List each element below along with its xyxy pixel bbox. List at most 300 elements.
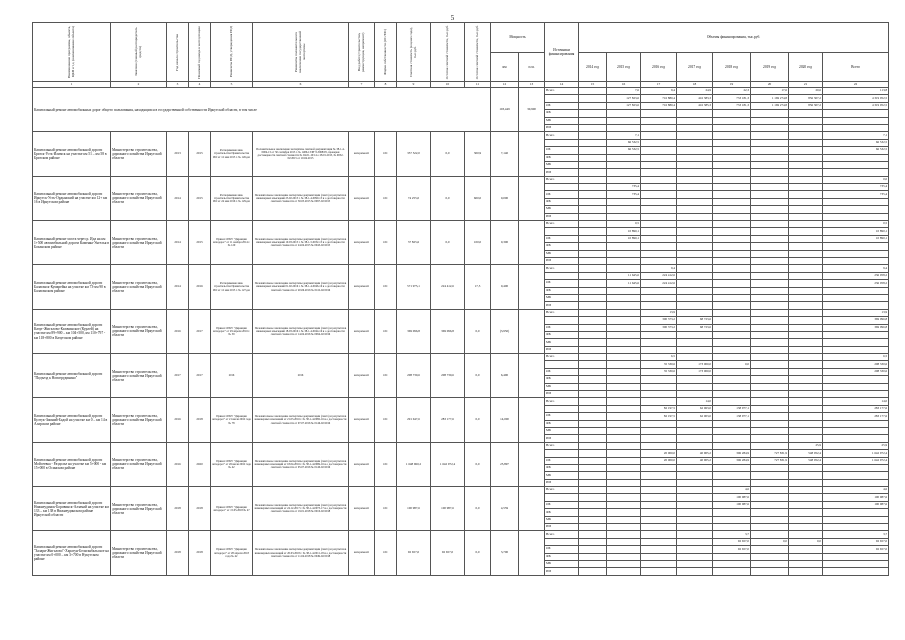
funding-value: [751, 250, 789, 257]
object-balance: 92 657,0: [431, 531, 465, 575]
funding-value: [677, 147, 713, 154]
funding-value: [579, 376, 607, 383]
funding-value: [641, 383, 677, 390]
funding-value: [579, 398, 607, 405]
funding-value: [789, 546, 823, 553]
column-number: 15: [579, 82, 607, 88]
funding-value: [641, 538, 677, 545]
funding-value: 138 977,1: [713, 405, 751, 412]
funding-value: 100 987,6: [713, 501, 751, 508]
funding-value: 733 181,3: [713, 102, 751, 109]
funding-value: 25,9: [823, 442, 889, 449]
funding-value: [641, 257, 677, 264]
funding-value: [751, 346, 789, 353]
funding-value: [579, 479, 607, 486]
funding-value: 306 284,9: [713, 457, 751, 464]
funding-value: [607, 265, 641, 272]
funding-value: [641, 117, 677, 124]
funding-value: [751, 413, 789, 420]
funding-value: [641, 302, 677, 309]
funding-source: МБ: [545, 516, 579, 523]
funding-value: [641, 147, 677, 154]
funding-value: [677, 420, 713, 427]
funding-source: Всего: [545, 442, 579, 449]
header-estimate: Сметная стоимость (в ценах года), тыс.руб.: [397, 23, 431, 82]
funding-value: [579, 391, 607, 398]
funding-value: [789, 287, 823, 294]
funding-value: [607, 294, 641, 301]
column-number: 12: [491, 82, 519, 88]
funding-value: [823, 124, 889, 131]
object-start-year: 2014: [167, 221, 189, 265]
funding-value: [789, 494, 823, 501]
funding-value: [677, 161, 713, 168]
funding-value: [751, 243, 789, 250]
object-customer: Министерство строительства, дорожного хозяйства Иркутской области: [111, 487, 167, 531]
object-work-type: кап.ремонт: [349, 309, 375, 353]
funding-value: 9,4: [641, 88, 677, 95]
funding-value: [607, 553, 641, 560]
funding-value: [823, 287, 889, 294]
funding-value: [607, 198, 641, 205]
funding-value: [823, 169, 889, 176]
funding-value: [751, 280, 789, 287]
table-body: [33, 82, 889, 576]
funding-value: [677, 184, 713, 191]
funding-value: [713, 176, 751, 183]
object-estimate: 571 975,1: [397, 265, 431, 309]
funding-value: [789, 265, 823, 272]
funding-value: [789, 561, 823, 568]
funding-value: [751, 442, 789, 449]
funding-value: [579, 221, 607, 228]
funding-source: ОБ: [545, 368, 579, 375]
funding-value: 138 977,1: [713, 413, 751, 420]
funding-value: [607, 501, 641, 508]
funding-value: 6,5: [823, 354, 889, 361]
funding-source: ОБ: [545, 546, 579, 553]
funding-value: [677, 221, 713, 228]
table-row: [33, 221, 889, 228]
funding-value: [607, 391, 641, 398]
funding-value: [579, 472, 607, 479]
funding-value: [751, 147, 789, 154]
funding-value: [607, 354, 641, 361]
funding-value: [579, 561, 607, 568]
funding-value: [641, 531, 677, 538]
funding-value: [751, 553, 789, 560]
funding-value: [789, 257, 823, 264]
funding-value: 735,4: [823, 184, 889, 191]
funding-source: ФБ: [545, 376, 579, 383]
funding-value: [607, 161, 641, 168]
funding-value: [823, 346, 889, 353]
object-docs-okc: Приказ ОГКУ "Дирекция автодорог" от 11 ноября 2014 г. № 120: [211, 221, 253, 265]
object-name: Капитальный ремонт автомобильной дороги Братск-Усть-Илимск на участке км 51 – км 58 в Братском районе: [33, 132, 111, 176]
funding-value: [579, 538, 607, 545]
funding-value: [823, 464, 889, 471]
column-number: 5: [211, 82, 253, 88]
object-end-year: 2015: [189, 221, 211, 265]
funding-value: [751, 184, 789, 191]
funding-source: [545, 139, 579, 146]
object-km: 0,0: [465, 487, 491, 531]
header-source: Источники финансирования: [545, 23, 579, 82]
funding-value: [641, 221, 677, 228]
funding-value: [789, 346, 823, 353]
object-ownership: ОС: [375, 531, 397, 575]
object-km: 0,0: [465, 354, 491, 398]
funding-value: [713, 132, 751, 139]
funding-value: [751, 317, 789, 324]
funding-value: [579, 272, 607, 279]
funding-value: [579, 88, 607, 95]
funding-value: [677, 538, 713, 545]
funding-value: 14,0: [823, 398, 889, 405]
object-end-year: 2020: [189, 442, 211, 486]
funding-value: 4,6: [823, 487, 889, 494]
funding-value: 92 657,0: [823, 538, 889, 545]
funding-value: 7,1: [607, 132, 641, 139]
funding-value: [579, 427, 607, 434]
funding-value: 716 880,4: [641, 102, 677, 109]
funding-table: [32, 22, 889, 576]
column-number: 18: [677, 82, 713, 88]
funding-value: 856 307,2: [789, 95, 823, 102]
table-row: [33, 531, 889, 538]
funding-value: [713, 516, 751, 523]
funding-value: [677, 280, 713, 287]
funding-value: [607, 154, 641, 161]
funding-value: [751, 309, 789, 316]
funding-source: Всего: [545, 132, 579, 139]
funding-source: Всего: [545, 88, 579, 95]
funding-value: [607, 346, 641, 353]
object-work-type: кап.ремонт: [349, 442, 375, 486]
funding-value: [641, 213, 677, 220]
object-capacity: [519, 265, 545, 309]
funding-value: [641, 235, 677, 242]
funding-value: [751, 302, 789, 309]
funding-value: [713, 324, 751, 331]
header-docs-expert: Реквизиты положительного заключения государственной экспертизы: [253, 23, 349, 82]
funding-value: [677, 509, 713, 516]
funding-value: [579, 132, 607, 139]
funding-value: [789, 206, 823, 213]
funding-value: [751, 376, 789, 383]
funding-source: [545, 228, 579, 235]
object-start-year: 2016: [167, 442, 189, 486]
funding-value: [579, 487, 607, 494]
funding-value: [641, 553, 677, 560]
funding-value: 62 003,0: [677, 413, 713, 420]
funding-value: [751, 435, 789, 442]
funding-value: 92 657,0: [713, 538, 751, 545]
funding-value: [751, 169, 789, 176]
funding-value: [677, 272, 713, 279]
funding-value: [677, 132, 713, 139]
column-number: 20: [751, 82, 789, 88]
object-km: 0,0: [465, 442, 491, 486]
funding-value: [677, 287, 713, 294]
funding-value: [677, 117, 713, 124]
funding-value: [823, 161, 889, 168]
funding-value: [751, 110, 789, 117]
funding-source: ОБ: [545, 235, 579, 242]
object-ownership: ОС: [375, 176, 397, 220]
funding-value: [677, 391, 713, 398]
funding-value: [677, 435, 713, 442]
funding-value: [677, 302, 713, 309]
funding-value: 82 197,5: [641, 413, 677, 420]
funding-value: [713, 139, 751, 146]
funding-source: ОБ: [545, 147, 579, 154]
funding-value: [607, 331, 641, 338]
funding-value: [751, 368, 789, 375]
funding-value: [823, 213, 889, 220]
funding-value: [607, 383, 641, 390]
funding-value: [607, 169, 641, 176]
object-docs-okc: Распоряжение мин. строительства Правительства ИО от 12 мая 2015 г. № 126-рм: [211, 132, 253, 176]
funding-value: [713, 472, 751, 479]
funding-value: [641, 184, 677, 191]
funding-value: [789, 272, 823, 279]
object-ownership: ОС: [375, 132, 397, 176]
funding-value: [579, 161, 607, 168]
funding-value: 9,4: [641, 265, 677, 272]
funding-value: [789, 487, 823, 494]
funding-value: [751, 265, 789, 272]
funding-value: [751, 331, 789, 338]
funding-value: [751, 391, 789, 398]
funding-value: [579, 339, 607, 346]
funding-value: [751, 487, 789, 494]
column-number: 1: [33, 82, 111, 88]
funding-value: [579, 413, 607, 420]
funding-value: 735,4: [607, 191, 641, 198]
object-capacity: [519, 354, 545, 398]
funding-value: [713, 110, 751, 117]
object-start-year: 2018: [167, 531, 189, 575]
funding-value: [789, 139, 823, 146]
object-estimate: 1 648 960,2: [397, 442, 431, 486]
funding-value: [677, 531, 713, 538]
funding-value: [789, 161, 823, 168]
funding-source: ФБ: [545, 198, 579, 205]
object-end-year: 2015: [189, 176, 211, 220]
funding-value: [677, 257, 713, 264]
funding-value: 4,6: [713, 487, 751, 494]
funding-value: [751, 294, 789, 301]
column-number: 8: [375, 82, 397, 88]
funding-value: [607, 117, 641, 124]
funding-value: [677, 568, 713, 575]
funding-source: ФБ: [545, 331, 579, 338]
funding-value: [579, 235, 607, 242]
funding-value: [579, 346, 607, 353]
funding-value: [579, 184, 607, 191]
funding-value: [677, 294, 713, 301]
funding-value: [789, 435, 823, 442]
funding-value: [677, 331, 713, 338]
funding-value: [579, 568, 607, 575]
funding-value: [607, 516, 641, 523]
funding-value: [823, 376, 889, 383]
funding-value: [751, 509, 789, 516]
funding-value: [607, 317, 641, 324]
funding-value: [677, 154, 713, 161]
funding-value: [751, 531, 789, 538]
funding-value: [677, 464, 713, 471]
funding-value: [789, 117, 823, 124]
object-capacity: [519, 442, 545, 486]
funding-value: [751, 383, 789, 390]
funding-value: [677, 346, 713, 353]
funding-value: 856 307,2: [789, 102, 823, 109]
header-name: Наименование программы, объекта, ЦКП и т.д. (наименование объекта): [33, 23, 111, 82]
header-type: Вид работ (строительство, реконструкция, капремонт): [349, 23, 375, 82]
funding-value: [579, 257, 607, 264]
funding-value: [641, 391, 677, 398]
table-row: [33, 176, 889, 183]
object-end-year: 2016: [189, 265, 211, 309]
funding-value: [579, 117, 607, 124]
funding-source: Всего: [545, 354, 579, 361]
column-number: 3: [167, 82, 189, 88]
funding-value: [677, 265, 713, 272]
object-start-year: 2014: [167, 265, 189, 309]
object-pm: 14,000: [491, 398, 519, 442]
funding-value: [823, 479, 889, 486]
funding-value: [579, 154, 607, 161]
funding-value: [713, 553, 751, 560]
funding-value: [677, 206, 713, 213]
funding-value: [713, 561, 751, 568]
funding-value: [789, 184, 823, 191]
funding-value: [677, 176, 713, 183]
funding-source: ИИ: [545, 124, 579, 131]
funding-value: [579, 457, 607, 464]
funding-value: [823, 435, 889, 442]
funding-value: [713, 161, 751, 168]
funding-value: [789, 472, 823, 479]
header-end: Плановый год ввода в эксплуатацию: [189, 23, 211, 82]
funding-value: 66 532,5: [823, 147, 889, 154]
funding-value: 62 063,0: [677, 405, 713, 412]
funding-value: 22,3: [713, 88, 751, 95]
funding-value: [607, 420, 641, 427]
funding-value: [751, 198, 789, 205]
funding-source: ОБ: [545, 501, 579, 508]
funding-value: [677, 553, 713, 560]
column-number: 21: [789, 82, 823, 88]
object-customer: Министерство строительства, дорожного хозяйства Иркутской области: [111, 398, 167, 442]
funding-value: [789, 331, 823, 338]
funding-value: [677, 494, 713, 501]
funding-value: 283 177,6: [823, 413, 889, 420]
funding-value: [823, 198, 889, 205]
funding-value: [789, 479, 823, 486]
funding-value: [677, 139, 713, 146]
object-docs-okc: Распоряжение мин. строительства Правительства ИО от 12 мая 2015 г. № 127-рм: [211, 265, 253, 309]
object-km: 17,5: [465, 265, 491, 309]
object-customer: Министерство строительства, дорожного хозяйства Иркутской области: [111, 176, 167, 220]
funding-value: [789, 250, 823, 257]
table-row: [33, 309, 889, 316]
funding-value: 236 058,2: [823, 272, 889, 279]
header-pm: п.м.: [519, 52, 545, 82]
funding-source: ОБ: [545, 191, 579, 198]
funding-value: 35 330,6: [641, 361, 677, 368]
funding-source: МБ: [545, 250, 579, 257]
funding-value: [713, 117, 751, 124]
funding-value: [641, 110, 677, 117]
object-work-type: кап.ремонт: [349, 221, 375, 265]
funding-value: 548 052,4: [789, 450, 823, 457]
funding-value: 416 385,3: [677, 102, 713, 109]
funding-value: 716 880,4: [641, 95, 677, 102]
funding-value: [641, 494, 677, 501]
funding-source: МБ: [545, 561, 579, 568]
object-docs-expert: Положительное заключение экспертизы сметной документации № 38-1-4-0004-15 от 30 сентября 2013 г. № 1486-13/РГЭ-3068/05, проверки достоверности сметной стоимости № 04-01-10/14 о 28.01.2015, № 0032-02/2015 от 10.04.2015: [253, 132, 349, 176]
funding-value: [641, 501, 677, 508]
object-balance: 369 096,8: [431, 309, 465, 353]
object-km: 300,9: [465, 132, 491, 176]
funding-value: [713, 287, 751, 294]
funding-value: [789, 317, 823, 324]
object-docs-okc: Приказ ОГКУ "Дирекция автодорог" от 28 апреля 2018 года № 42: [211, 531, 253, 575]
funding-value: [579, 464, 607, 471]
object-docs-okc: Распоряжение мин. строительства Правительства ИО от 24 мая 2016 г. № 129-рм: [211, 176, 253, 220]
funding-value: [579, 354, 607, 361]
object-ownership: ОС: [375, 354, 397, 398]
object-work-type: кап.ремонт: [349, 398, 375, 442]
funding-value: [677, 250, 713, 257]
object-pm: (3,950): [491, 309, 519, 353]
funding-value: [789, 213, 823, 220]
object-balance: 208 730,6: [431, 354, 465, 398]
funding-value: [823, 294, 889, 301]
funding-value: 1 169 274,8: [751, 95, 789, 102]
funding-value: [677, 376, 713, 383]
funding-value: [713, 294, 751, 301]
funding-value: 236 058,2: [823, 280, 889, 287]
funding-value: [677, 442, 713, 449]
funding-value: [641, 376, 677, 383]
funding-value: [579, 516, 607, 523]
funding-value: [677, 479, 713, 486]
funding-value: [713, 272, 751, 279]
funding-value: [607, 413, 641, 420]
object-estimate: 291 647,6: [397, 398, 431, 442]
funding-value: [641, 176, 677, 183]
funding-source: МБ: [545, 161, 579, 168]
funding-value: [713, 184, 751, 191]
funding-value: [751, 398, 789, 405]
funding-value: [751, 501, 789, 508]
object-capacity: [519, 398, 545, 442]
funding-value: 300 373,2: [641, 317, 677, 324]
funding-value: [713, 568, 751, 575]
funding-value: 0,0: [789, 538, 823, 545]
funding-value: [751, 154, 789, 161]
funding-value: 0,5: [823, 221, 889, 228]
funding-value: [607, 287, 641, 294]
funding-value: [751, 339, 789, 346]
funding-value: [751, 228, 789, 235]
funding-value: [607, 176, 641, 183]
funding-value: [607, 568, 641, 575]
